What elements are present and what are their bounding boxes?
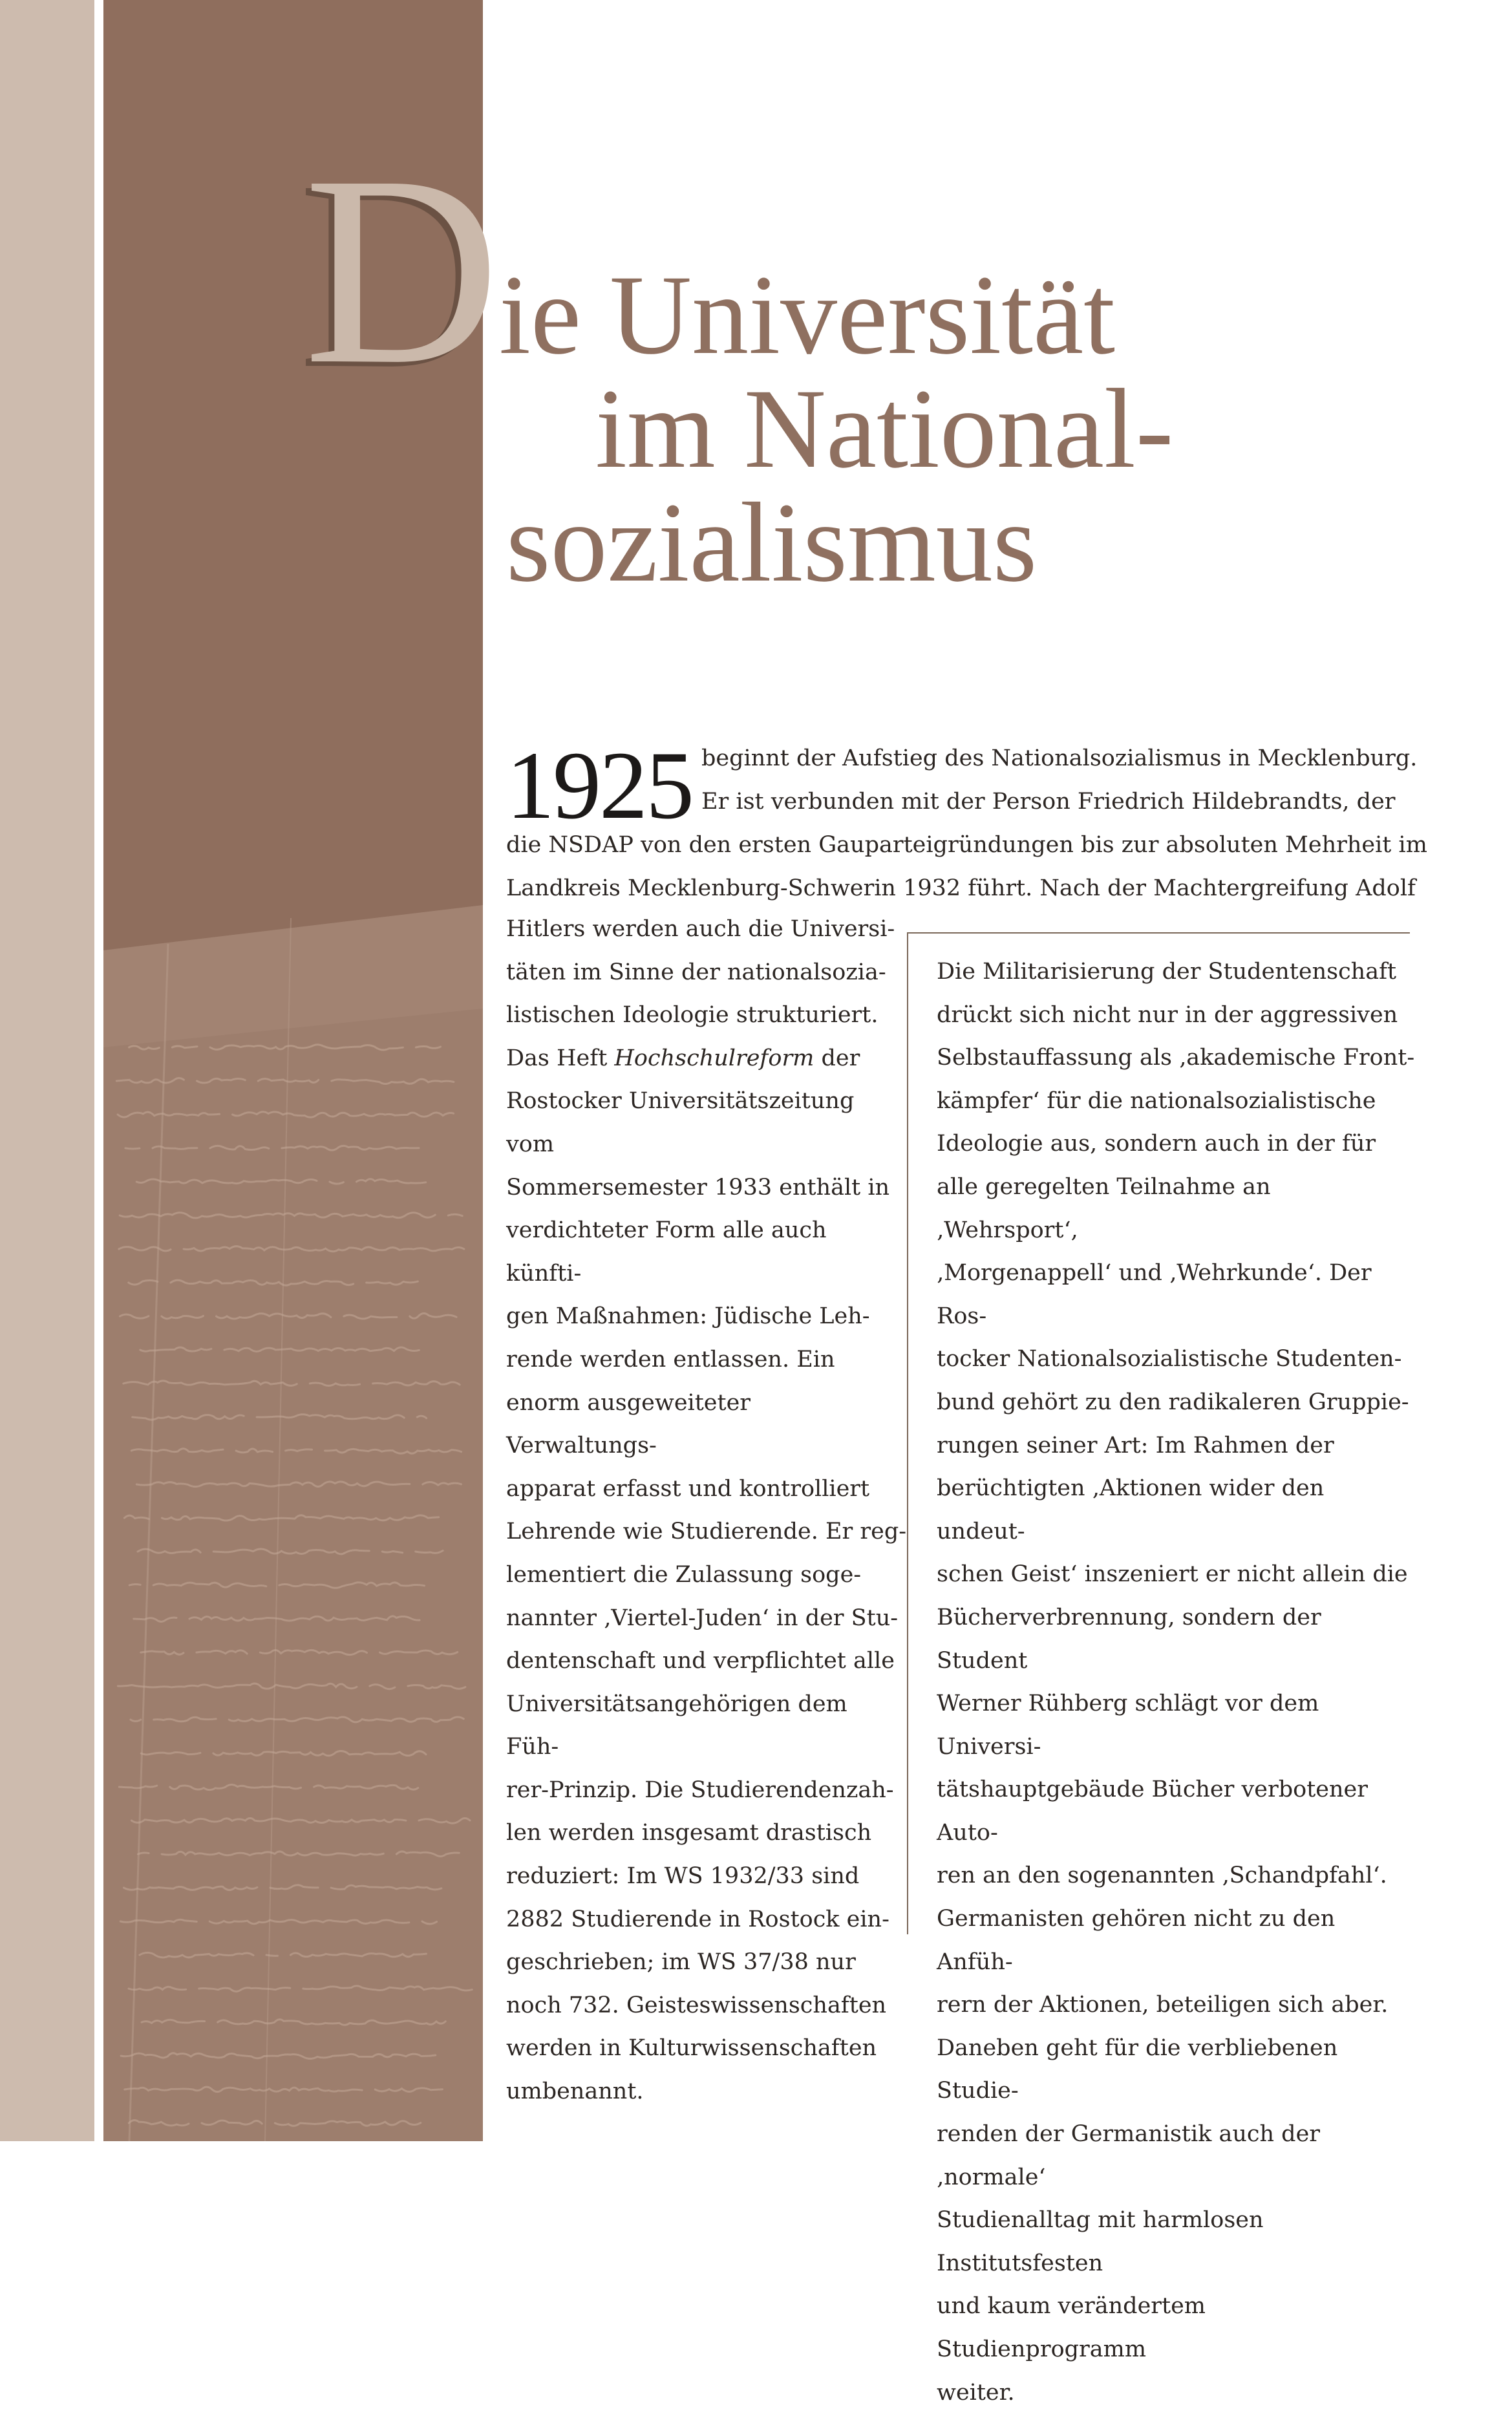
body-column-left (506, 908, 907, 2113)
column-divider-vertical (907, 932, 908, 1934)
stripe-gap (94, 0, 103, 2141)
title-line-3: sozialismus (506, 480, 1038, 606)
intro-line-2: Er ist verbunden mit der Person Friedrich Hildebrandts, der (701, 789, 1396, 815)
intro-line-1: beginnt der Aufstieg des Nationalsozialismus in Mecklenburg. (701, 745, 1418, 771)
manuscript-background-image (103, 0, 483, 2141)
intro-line-4: Landkreis Mecklenburg-Schwerin 1932 führt. Nach der Machtergreifung Adolf (506, 875, 1416, 901)
left-border-stripe (0, 0, 94, 2141)
body-column-right: Die Militarisierung der Studentenschaft drückt sich nicht nur in der aggressiven Selbstauffassung als ‚akademische Front- kämpfer‘ für die nationalsozialistische Ideologie aus, sondern auch in der für alle geregelten Teilnahme an ‚Wehrsport‘, ‚Morgenappell‘ und ‚Wehrkunde‘. Der Ros- tocker Nationalsozialistische Studenten- bund gehört zu den radikaleren Gruppie- rungen seiner Art: Im Rahmen der berüchtigten ‚Aktionen wider den undeut- schen Geist‘ inszeniert er nicht allein die Bücherverbrennung, sondern der Student Werner Rühberg schlägt vor dem Universi- tätshauptgebäude Bücher verbotener Auto- ren an den sogenannten ‚Schandpfahl‘. Germanisten gehören nicht zu den Anfüh- rern der Aktionen, beteiligen sich aber. Daneben geht für die verbliebenen Studie- renden der Germanistik auch der ‚normale‘ Studienalltag mit harmlosen Institutsfesten und kaum verändertem Studienprogramm weiter. (937, 959, 1415, 2406)
left-text-start: Hitlers werden auch die Universi- täten im Sinne der nationalsozia- listischen Ideologie strukturiert. Das Heft (506, 916, 895, 1071)
publication-title: Hochschulreform (614, 1045, 815, 1071)
title-line-2: im National- (595, 366, 1174, 492)
title-dropcap: D (304, 120, 500, 420)
intro-line-3: die NSDAP von den ersten Gauparteigründungen bis zur absoluten Mehrheit im (506, 832, 1427, 858)
column-divider-horizontal (907, 932, 1410, 934)
left-text-end: der Rostocker Universitätszeitung vom Sommersemester 1933 enthält in verdichteter Form alle auch künfti- gen Maßnahmen: Jüdische Leh- rende werden entlassen. Ein enorm ausgeweiteter Verwaltungs- apparat erfasst und kontrolliert Lehrende wie Studierende. Er reg- lementiert die Zulassung soge- nannter ‚Viertel-Juden‘ in der Stu- dentenschaft und verpflichtet alle Universitätsangehörigen dem Füh- rer-Prinzip. Die Studierendenzah- len werden insgesamt drastisch reduziert: Im WS 1932/33 sind 2882 Studierende in Rostock ein- geschrieben; im WS 37/38 nur noch 732. Geisteswissenschaften werden in Kulturwissenschaften umbenannt. (506, 1045, 907, 2105)
intro-year: 1925 (506, 732, 692, 839)
title-line-1: ie Universität (499, 252, 1116, 378)
